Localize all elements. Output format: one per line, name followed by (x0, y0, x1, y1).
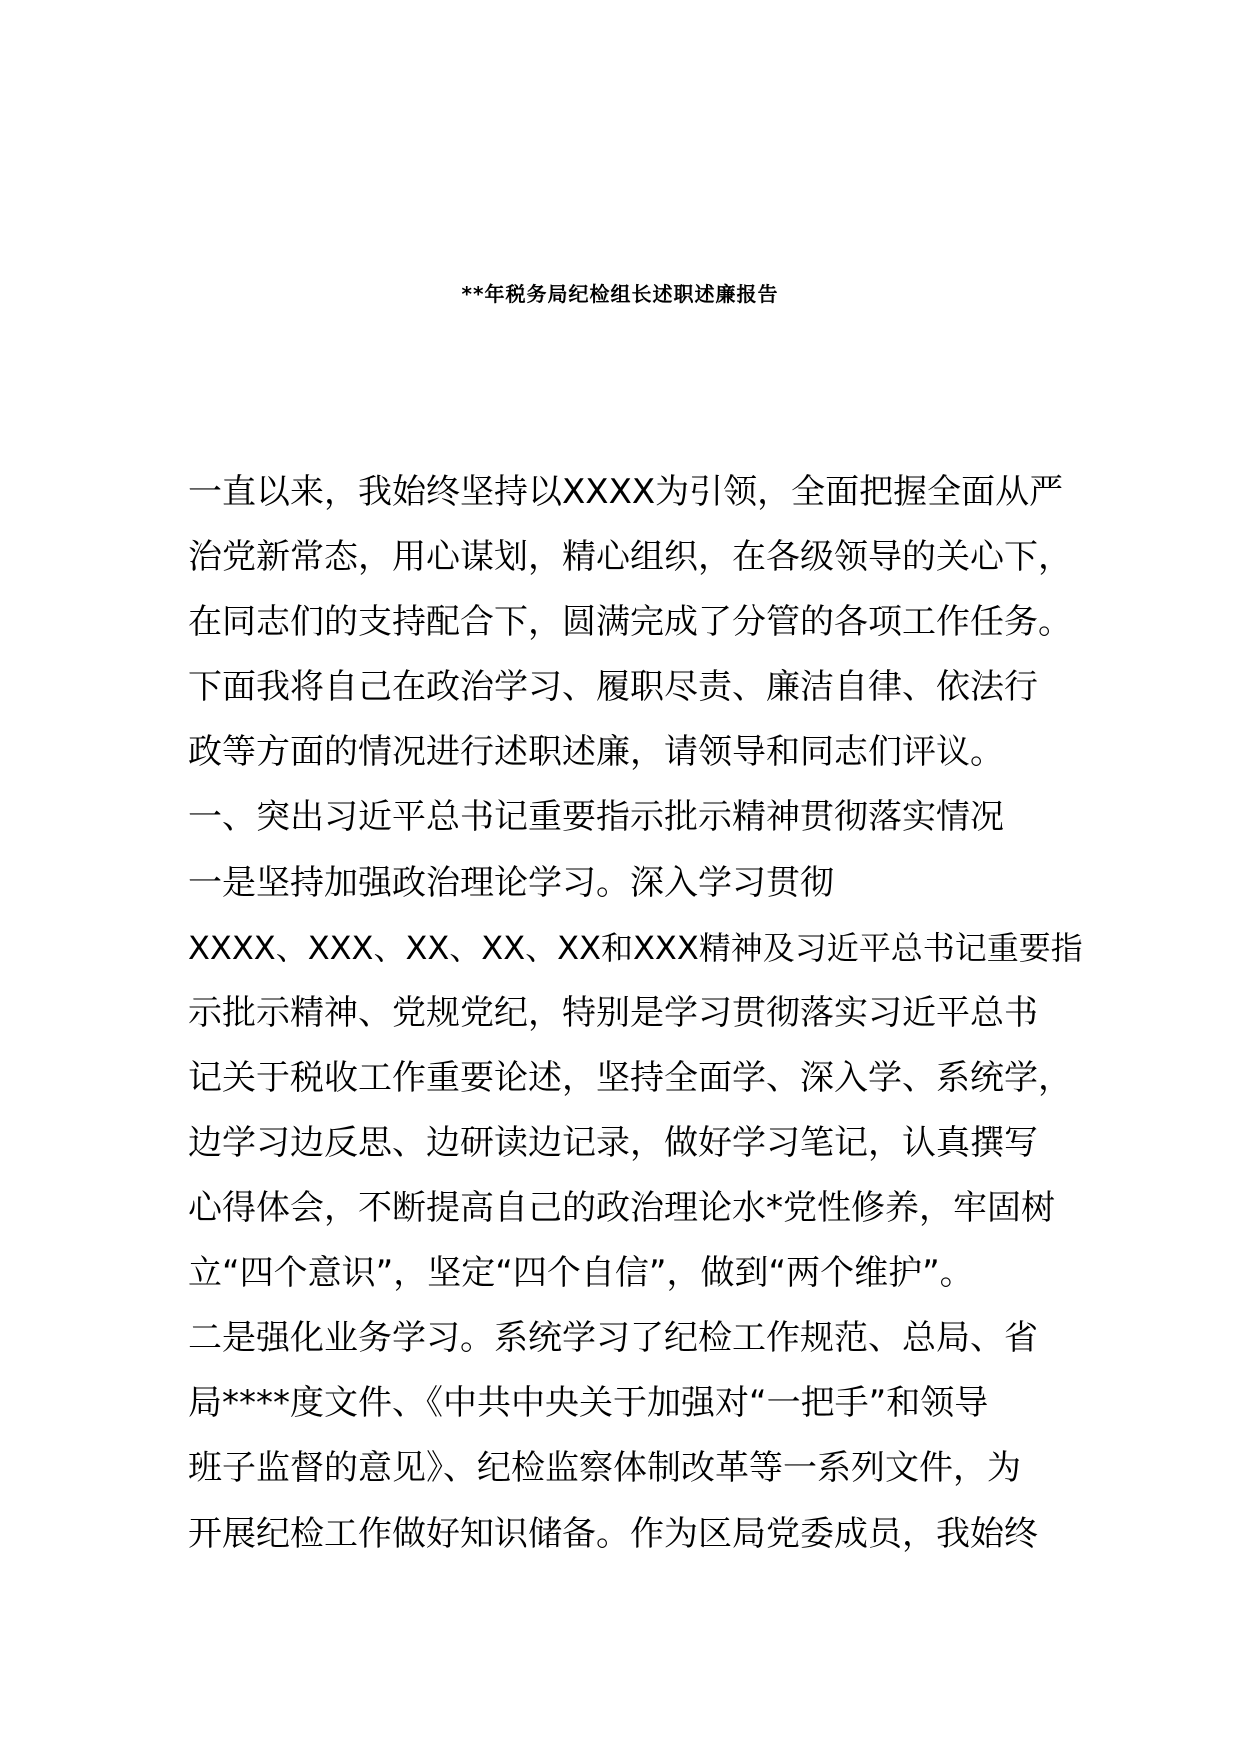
body-line: 心得体会，不断提高自己的政治理论水*党性修养，牢固树 (188, 1188, 1055, 1229)
body-line: 一直以来，我始终坚持以XXXX为引领，全面把握全面从严 (188, 472, 1064, 512)
body-line: 边学习边反思、边研读边记录，做好学习笔记，认真撰写 (188, 1122, 1038, 1163)
document-title: **年税务局纪检组长述职述廉报告 (461, 282, 779, 306)
body-line: 记关于税收工作重要论述，坚持全面学、深入学、系统学， (188, 1057, 1072, 1098)
section-heading: 一、突出习近平总书记重要指示批示精神贯彻落实情况 (188, 797, 1004, 838)
body-line: 开展纪检工作做好知识储备。作为区局党委成员，我始终 (188, 1513, 1038, 1554)
body-line: 政等方面的情况进行述职述廉，请领导和同志们评议。 (188, 732, 1004, 773)
body-line: XXXX、XXX、XX、XX、XX和XXX精神及习近平总书记重要指 (188, 928, 1083, 967)
document-body (188, 460, 1088, 1567)
body-line: 治党新常态，用心谋划，精心组织，在各级领导的关心下， (188, 537, 1072, 578)
body-line: 局****度文件、《中共中央关于加强对“一把手”和领导 (188, 1383, 989, 1424)
body-line: 下面我将自己在政治学习、履职尽责、廉洁自律、依法行 (188, 667, 1038, 708)
body-line: 班子监督的意见》、纪检监察体制改革等一系列文件，为 (188, 1448, 1021, 1489)
body-line: 立“四个意识”，坚定“四个自信”，做到“两个维护”。 (188, 1253, 974, 1294)
body-line: 二是强化业务学习。系统学习了纪检工作规范、总局、省 (188, 1318, 1038, 1359)
body-line: 示批示精神、党规党纪，特别是学习贯彻落实习近平总书 (188, 992, 1038, 1033)
body-line: 一是坚持加强政治理论学习。深入学习贯彻 (188, 862, 834, 903)
body-line: 在同志们的支持配合下，圆满完成了分管的各项工作任务。 (188, 602, 1072, 643)
